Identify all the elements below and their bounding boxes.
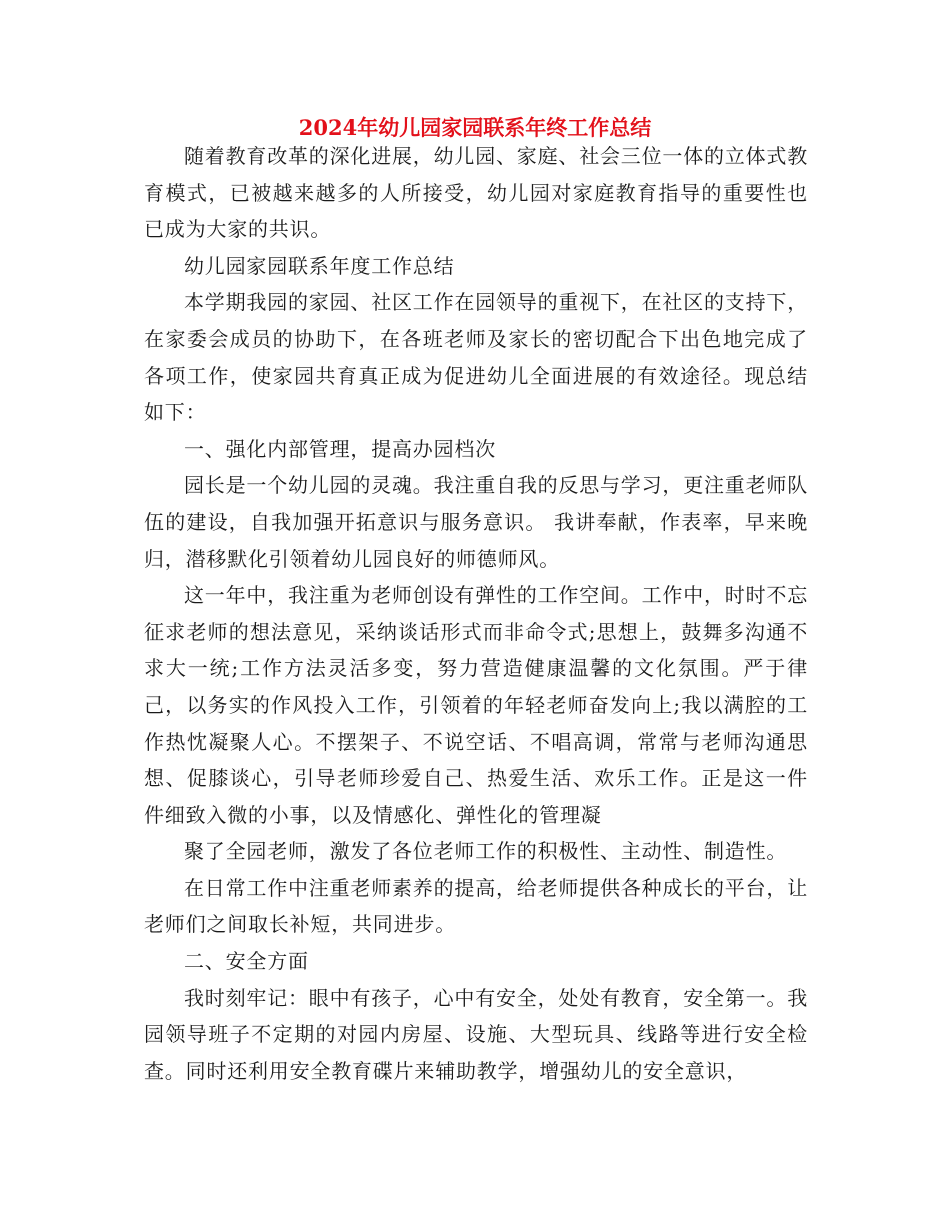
section-heading-safety: 二、安全方面 xyxy=(184,949,309,974)
paragraph-intro: 随着教育改革的深化进展，幼儿园、家庭、社会三位一体的立体式教育模式，已被越来越多的人所接受，幼儿园对家庭教育指导的重要性也已成为大家的共识。 xyxy=(144,144,808,242)
paragraph-cohesion: 聚了全园老师，激发了各位老师工作的积极性、主动性、制造性。 xyxy=(184,839,788,864)
paragraph-subtitle: 幼儿园家园联系年度工作总结 xyxy=(184,253,455,278)
paragraph-overview: 本学期我园的家园、社区工作在园领导的重视下，在社区的支持下，在家委会成员的协助下，在各班老师及家长的密切配合下出色地完成了各项工作，使家园共育真正成为促进幼儿全面进展的有效途径。现总结如下： xyxy=(144,290,808,425)
paragraph-principal: 园长是一个幼儿园的灵魂。我注重自我的反思与学习，更注重老师队伍的建设，自我加强开拓意识与服务意识。 我讲奉献，作表率，早来晚归，潜移默化引领着幼儿园良好的师德师风。 xyxy=(144,473,808,571)
document-title: 2024年幼儿园家园联系年终工作总结 xyxy=(298,115,652,140)
section-heading-management: 一、强化内部管理，提高办园档次 xyxy=(184,436,496,461)
paragraph-safety: 我时刻牢记：眼中有孩子，心中有安全，处处有教育，安全第一。我园领导班子不定期的对园内房屋、设施、大型玩具、线路等进行安全检查。同时还利用安全教育碟片来辅助教学，增强幼儿的安全意识， xyxy=(144,985,808,1083)
document-body xyxy=(144,138,808,1089)
paragraph-year-work: 这一年中，我注重为老师创设有弹性的工作空间。工作中，时时不忘征求老师的想法意见，采纳谈话形式而非命令式;思想上，鼓舞多沟通不求大一统;工作方法灵活多变，努力营造健康温馨的文化氛围。严于律己，以务实的作风投入工作，引领着的年轻老师奋发向上;我以满腔的工作热忱凝聚人心。不摆架子、不说空话、不唱高调，常常与老师沟通思想、促膝谈心，引导老师珍爱自己、热爱生活、欢乐工作。正是这一件件细致入微的小事，以及情感化、弹性化的管理凝 xyxy=(144,583,808,827)
paragraph-teacher-growth: 在日常工作中注重老师素养的提高，给老师提供各种成长的平台，让老师们之间取长补短，共同进步。 xyxy=(144,875,808,937)
